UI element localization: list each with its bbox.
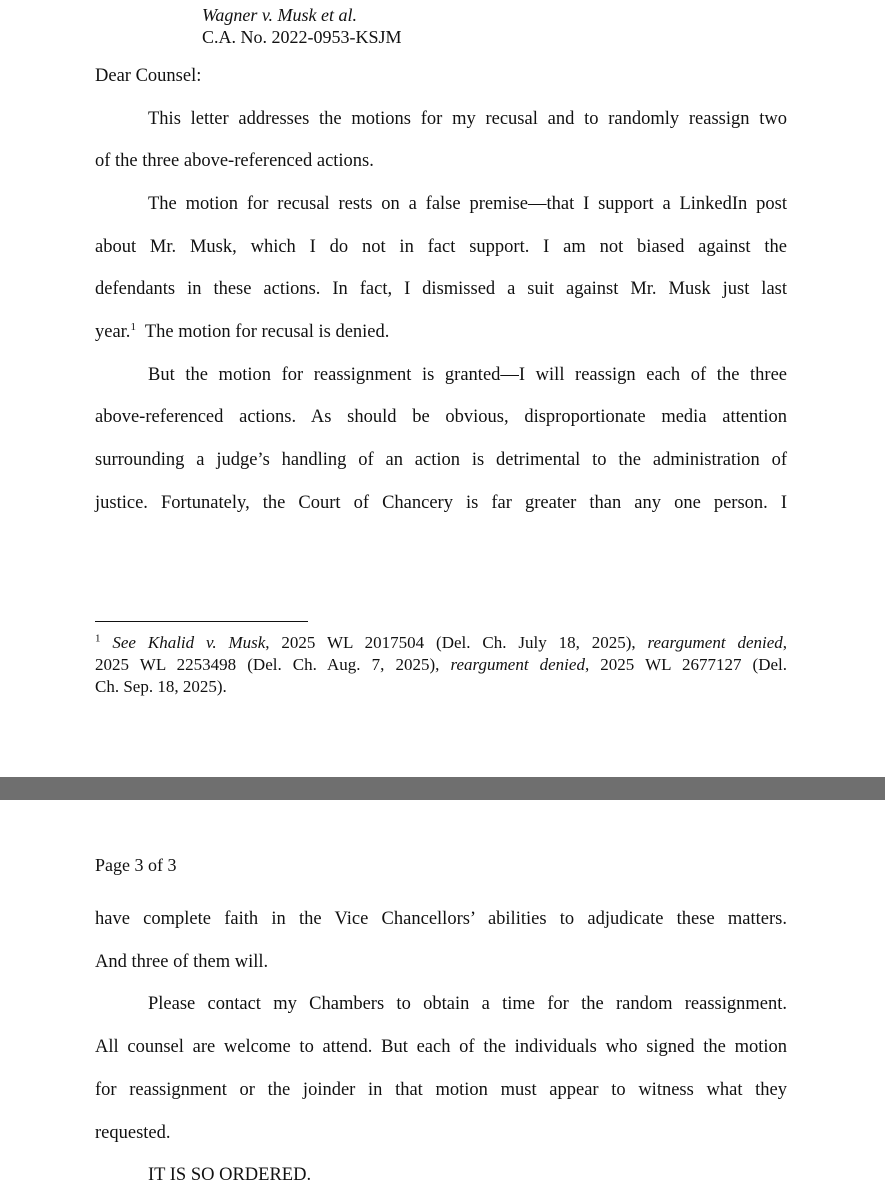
- footnote-reargument-1: reargument denied: [647, 633, 783, 652]
- footnote-signal: See: [112, 633, 136, 652]
- paragraph-3-continued-line-1: have complete faith in the Vice Chancellors’ abilities to adjudicate these matters.: [95, 909, 787, 929]
- paragraph-4-line-2: All counsel are welcome to attend. But each of the individuals who signed the motion: [95, 1037, 787, 1057]
- recusal-denied-sentence: The motion for recusal is denied.: [144, 322, 390, 342]
- footnote-1-line-2: [95, 654, 787, 675]
- footnote-citation-2: 2025 WL 2253498 (Del. Ch. Aug. 7, 2025),: [95, 655, 451, 674]
- page-divider: [0, 777, 885, 800]
- footnote-1-marker: 1: [95, 632, 101, 645]
- footnote-reargument-2: reargument denied: [450, 655, 585, 674]
- footnote-1-line-3: Ch. Sep. 18, 2025).: [95, 677, 227, 696]
- salutation: Dear Counsel:: [95, 66, 202, 86]
- paragraph-2-line-3: defendants in these actions. In fact, I dismissed a suit against Mr. Musk just last: [95, 279, 787, 299]
- paragraph-3-line-3: surrounding a judge’s handling of an action is detrimental to the administration of: [95, 450, 787, 470]
- footnote-citation-1: , 2025 WL 2017504 (Del. Ch. July 18, 2025),: [265, 633, 648, 652]
- case-name: Wagner v. Musk et al.: [202, 5, 357, 25]
- footnote-citation-3: , 2025 WL 2677127 (Del.: [584, 655, 787, 674]
- footnote-case-name: Khalid v. Musk: [147, 633, 266, 652]
- footnote-1-reference: 1: [130, 320, 136, 333]
- paragraph-1-line-1: This letter addresses the motions for my recusal and to randomly reassign two: [148, 109, 787, 129]
- case-number: C.A. No. 2022-0953-KSJM: [202, 27, 402, 47]
- paragraph-2-line-4: [95, 320, 787, 344]
- page-number-label: Page 3 of 3: [95, 855, 177, 875]
- paragraph-2-line-4-start: year.: [95, 322, 131, 342]
- paragraph-4-line-4: requested.: [95, 1123, 171, 1143]
- footnote-separator: [95, 621, 308, 622]
- paragraph-4-line-3: for reassignment or the joinder in that motion must appear to witness what they: [95, 1080, 787, 1100]
- footnote-1-line-1: $^1$ See Khalid v. Musk, 2025 WL 2017504 (Del. Ch. July 18, 2025), reargument denied,: [95, 632, 788, 652]
- paragraph-1-line-2: of the three above-referenced actions.: [95, 151, 374, 171]
- paragraph-3-line-1: But the motion for reassignment is granted—I will reassign each of the three: [148, 365, 787, 385]
- paragraph-3-continued-line-2: And three of them will.: [95, 952, 269, 972]
- closing-order: IT IS SO ORDERED.: [148, 1165, 312, 1185]
- paragraph-2-line-1: The motion for recusal rests on a false premise—that I support a LinkedIn post: [148, 194, 787, 214]
- paragraph-3-line-4: justice. Fortunately, the Court of Chancery is far greater than any one person. I: [95, 493, 787, 513]
- paragraph-2-line-2: about Mr. Musk, which I do not in fact support. I am not biased against the: [95, 237, 787, 257]
- paragraph-4-line-1: Please contact my Chambers to obtain a time for the random reassignment.: [148, 994, 787, 1014]
- paragraph-3-line-2: above-referenced actions. As should be obvious, disproportionate media attention: [95, 407, 787, 427]
